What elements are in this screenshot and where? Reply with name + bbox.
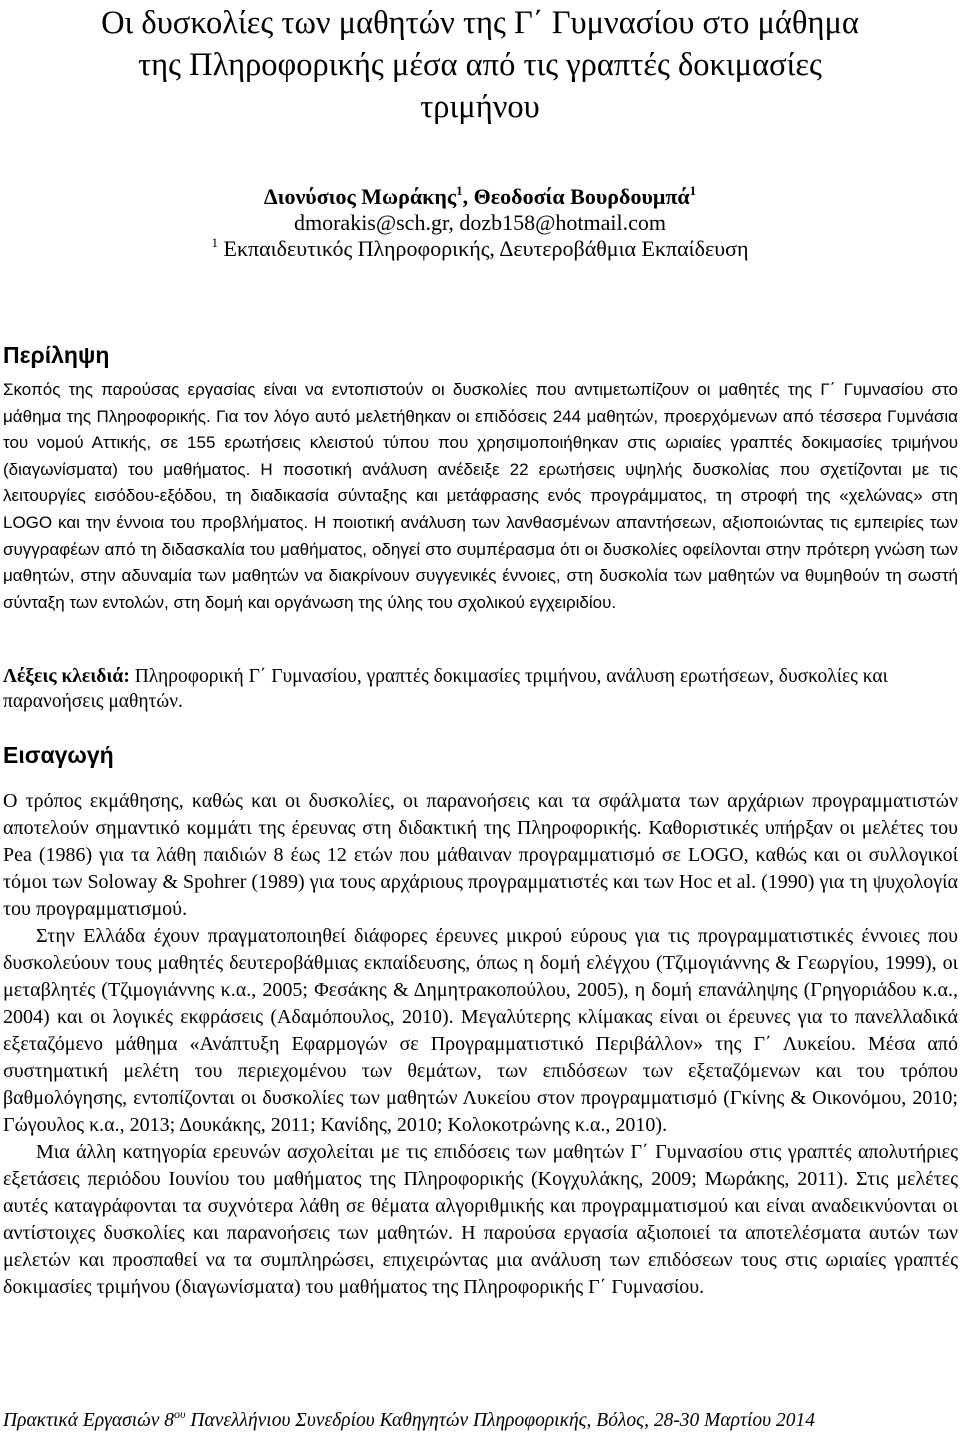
paragraph: Στην Ελλάδα έχουν πραγματοποιηθεί διάφορες έρευνες μικρού εύρους για τις προγραμματιστικές έννοιες που δυσκολεύουν τους μαθητές δευτεροβάθμιας εκπαίδευσης, όπως η δομή ελέγχου (Τζιμογιάννης & Γεωργίου, 1999), οι μεταβλητές (Τζιμογιάννης κ.α., 2005; Φεσάκης & Δημητρακοπούλου, 2005), η δομή επανάληψης (Γρηγοριάδου κ.α., 2004) και οι λογικές εκφράσεις (Αδαμόπουλος, 2010). Μεγαλύτερης κλίμακας είναι οι έρευνες για το πανελλαδικά εξεταζόμενο μάθημα «Ανάπτυξη Εφαρμογών σε Προγραμματιστικό Περιβάλλον» της Γ΄ Λυκείου. Μέσα από συστηματική μελέτη του περιεχομένου των θεμάτων, των επιδόσεων των εξεταζόμενων και του τρόπου βαθμολόγησης, εντοπίζονται οι δυσκολίες των μαθητών Λυκείου στον προγραμματισμό (Γκίνης & Οικονόμου, 2010; Γώγουλος κ.α., 2013; Δουκάκης, 2011; Κανίδης, 2010; Κολοκοτρώνης κ.α., 2010). bbox=[3, 925, 958, 1136]
author-name: Θεοδοσία Βουρδουμπά bbox=[473, 184, 690, 209]
author-block bbox=[0, 184, 960, 262]
affiliation-marker: 1 bbox=[456, 183, 463, 198]
affiliation-marker: 1 bbox=[211, 235, 219, 250]
author-separator: , bbox=[462, 184, 474, 209]
paper-title bbox=[0, 2, 960, 128]
title-line: τριμήνου bbox=[420, 89, 540, 125]
keywords-text: Πληροφορική Γ΄ Γυμνασίου, γραπτές δοκιμασίες τριμήνου, ανάλυση ερωτήσεων, δυσκολίες και παρανοήσεις μαθητών. bbox=[3, 666, 888, 712]
abstract-text: Σκοπός της παρούσας εργασίας είναι να εντοπιστούν οι δυσκολίες που αντιμετωπίζουν οι μαθητές της Γ΄ Γυμνασίου στο μάθημα της Πληροφορικής. Για τον λόγο αυτό μελετήθηκαν οι επιδόσεις 244 μαθητών, προερχόμενων από τέσσερα Γυμνάσια του νομού Αττικής, σε 155 ερωτήσεις κλειστού τύπου που χρησιμοποιήθηκαν στις ωριαίες γραπτές δοκιμασίες τριμήνου (διαγωνίσματα) του μαθήματος. Η ποσοτική ανάλυση ανέδειξε 22 ερωτήσεις υψηλής δυσκολίας που σχετίζονται με τις λειτουργίες εισόδου-εξόδου, τη διαδικασία σύνταξης και μετάφρασης ενός προγράμματος, τη στροφή της «χελώνας» στη LOGO και την έννοια του προβλήματος. Η ποιοτική ανάλυση των λανθασμένων απαντήσεων, αξιοποιώντας τις εμπειρίες των συγγραφέων από τη διδασκαλία του μαθήματος, οδηγεί στο συμπέρασμα ότι οι δυσκολίες οφείλονται στην πρότερη γνώση των μαθητών, στην αδυναμία των μαθητών να διακρίνουν συγγενικές έννοιες, στη δυσκολία των μαθητών να θυμηθούν τη σωστή σύνταξη των εντολών, στη δομή και οργάνωση της ύλης του σχολικού εγχειριδίου. bbox=[3, 380, 958, 612]
paragraph: Μια άλλη κατηγορία ερευνών ασχολείται με τις επιδόσεις των μαθητών Γ΄ Γυμνασίου στις γραπτές απολυτήριες εξετάσεις περιόδου Ιουνίου του μαθήματος της Πληροφορικής (Κογχυλάκης, 2009; Μωράκης, 2011). Στις μελέτες αυτές καταγράφονται τα συχνότερα λάθη σε θέματα αλγοριθμικής και προγραμματισμού και είναι αναδεικνύονται οι αντίστοιχες δυσκολίες και παρανοήσεις των μαθητών. Η παρούσα εργασία αξιοποιεί τα αποτελέσματα αυτών των μελετών και προσπαθεί να τα συμπληρώσει, επιχειρώντας μια ανάλυση των επιδόσεων τους στις ωριαίες γραπτές δοκιμασίες τριμήνου (διαγωνίσματα) του μαθήματος της Πληροφορικής Γ΄ Γυμνασίου. bbox=[3, 1141, 958, 1298]
title-line: της Πληροφορικής μέσα από τις γραπτές δοκιμασίες bbox=[138, 47, 822, 83]
footer-suffix: Πανελλήνιου Συνεδρίου Καθηγητών Πληροφορικής, Βόλος, 28-30 Μαρτίου 2014 bbox=[185, 1410, 815, 1431]
author-names bbox=[0, 184, 960, 210]
page-footer bbox=[3, 1408, 958, 1434]
introduction-heading: Εισαγωγή bbox=[3, 742, 114, 768]
paragraph: Ο τρόπος εκμάθησης, καθώς και οι δυσκολίες, οι παρανοήσεις και τα σφάλματα των αρχάριων προγραμματιστών αποτελούν σημαντικό κομμάτι της έρευνας στη διδακτική της Πληροφορικής. Καθοριστικές υπήρξαν οι μελέτες του Pea (1986) για τα λάθη παιδιών 8 έως 12 ετών που μάθαιναν προγραμματισμό σε LOGO, καθώς και οι συλλογικοί τόμοι των Soloway & Spohrer (1989) για τους αρχάριους προγραμματιστές και των Hoc et al. (1990) για τη ψυχολογία του προγραμματισμού. bbox=[3, 790, 958, 920]
author-affiliation bbox=[0, 236, 960, 262]
affiliation-marker: 1 bbox=[689, 183, 697, 198]
footer-ordinal: ου bbox=[174, 1407, 186, 1421]
author-name: Διονύσιος Μωράκης bbox=[263, 184, 457, 209]
affiliation-text: Εκπαιδευτικός Πληροφορικής, Δευτεροβάθμια Εκπαίδευση bbox=[218, 236, 749, 261]
title-line: Οι δυσκολίες των μαθητών της Γ΄ Γυμνασίου στο μάθημα bbox=[101, 5, 859, 41]
abstract-heading: Περίληψη bbox=[3, 342, 110, 368]
introduction-body bbox=[3, 788, 958, 1301]
footer-prefix: Πρακτικά Εργασιών 8 bbox=[3, 1410, 175, 1431]
keywords bbox=[3, 664, 958, 714]
keywords-label: Λέξεις κλειδιά: bbox=[3, 666, 130, 687]
author-emails: dmorakis@sch.gr, dozb158@hotmail.com bbox=[293, 210, 667, 235]
